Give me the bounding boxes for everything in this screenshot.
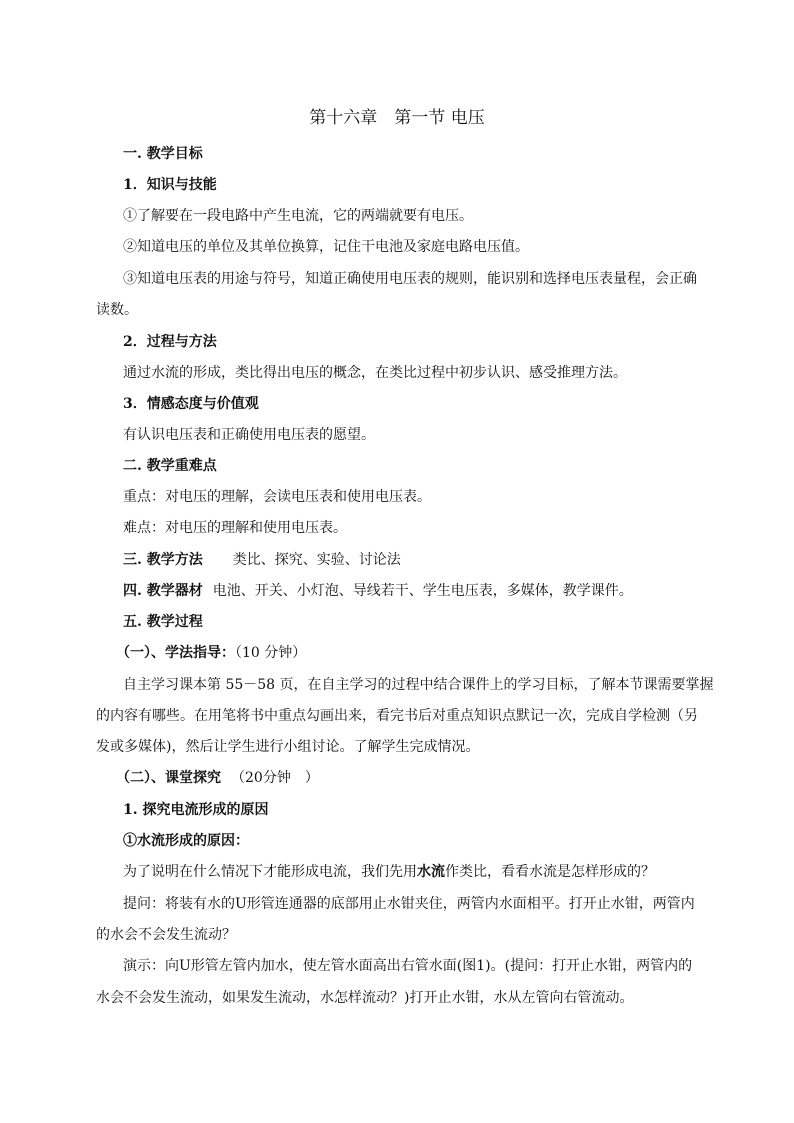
paragraph-question-1: 提问：将装有水的U形管连通器的底部用止水钳夹住，两管内水面相平。打开止水钳，两管内 <box>123 896 695 912</box>
paragraph-analogy <box>123 864 703 880</box>
subsection-guidance-label: （一）、学法指导： <box>116 645 235 661</box>
section-methods <box>123 552 703 568</box>
paragraph-guidance-2: 的内容有哪些。在用笔将书中重点勾画出来，看完书后对重点知识点默记一次，完成自学检测（另 <box>96 708 698 724</box>
section-heading-key-points: 二. 教学重难点 <box>123 458 217 474</box>
paragraph-objective-3-cont: 读数。 <box>96 302 138 318</box>
subheading-knowledge-skills: 1．知识与技能 <box>123 177 217 193</box>
subsection-guidance-time: （10 分钟） <box>235 645 307 661</box>
paragraph-guidance-3: 发或多媒体)，然后让学生进行小组讨论。了解学生完成情况。 <box>96 739 480 755</box>
paragraph-demo-1: 演示：向U形管左管内加水，使左管水面高出右管水面(图1)。(提问：打开止水钳，两管内的 <box>123 958 693 974</box>
subheading-attitude: 3．情感态度与价值观 <box>123 396 259 412</box>
subsection-inquiry-time: （20分钟 ） <box>231 770 319 786</box>
paragraph-process: 通过水流的形成，类比得出电压的概念，在类比过程中初步认识、感受推理方法。 <box>123 365 627 381</box>
page-title: 第十六章 第一节 电压 <box>309 108 485 128</box>
equipment-text: 电池、开关、小灯泡、导线若干、学生电压表，多媒体，教学课件。 <box>212 583 633 599</box>
section-heading-methods: 三. 教学方法 <box>123 552 203 568</box>
analogy-text-bold: 水流 <box>417 864 445 880</box>
paragraph-demo-2: 水会不会发生流动，如果发生流动，水怎样流动？)打开止水钳，水从左管向右管流动。 <box>96 990 634 1006</box>
paragraph-objective-1: ①了解要在一段电路中产生电流，它的两端就要有电压。 <box>123 208 473 224</box>
heading-water-flow: ①水流形成的原因： <box>123 833 249 849</box>
subsection-inquiry <box>116 770 696 786</box>
paragraph-objective-2: ②知道电压的单位及其单位换算，记住干电池及家庭电路电压值。 <box>123 239 529 255</box>
section-heading-equipment: 四. 教学器材 <box>123 583 203 599</box>
section-heading-objectives: 一. 教学目标 <box>123 146 203 162</box>
paragraph-guidance-1: 自主学习课本第 55－58 页，在自主学习的过程中结合课件上的学习目标，了解本节课需要掌握 <box>123 677 714 693</box>
analogy-text-pre: 为了说明在什么情况下才能形成电流，我们先用 <box>123 864 417 880</box>
paragraph-attitude: 有认识电压表和正确使用电压表的愿望。 <box>123 427 375 443</box>
paragraph-objective-3: ③知道电压表的用途与符号，知道正确使用电压表的规则，能识别和选择电压表量程，会正确 <box>123 271 697 287</box>
paragraph-question-2: 的水会不会发生流动？ <box>96 927 236 943</box>
section-equipment <box>123 583 703 599</box>
paragraph-key-point: 重点：对电压的理解，会读电压表和使用电压表。 <box>123 489 431 505</box>
subheading-process-method: 2．过程与方法 <box>123 334 217 350</box>
subsection-guidance <box>116 645 696 661</box>
subsection-inquiry-label: （二）、课堂探究 <box>116 770 221 786</box>
heading-current-cause: 1. 探究电流形成的原因 <box>123 802 269 818</box>
analogy-text-post: 作类比，看看水流是怎样形成的？ <box>445 864 655 880</box>
section-heading-process: 五. 教学过程 <box>123 614 203 630</box>
methods-text: 类比、探究、实验、讨论法 <box>232 552 401 568</box>
paragraph-difficulty: 难点：对电压的理解和使用电压表。 <box>123 520 347 536</box>
